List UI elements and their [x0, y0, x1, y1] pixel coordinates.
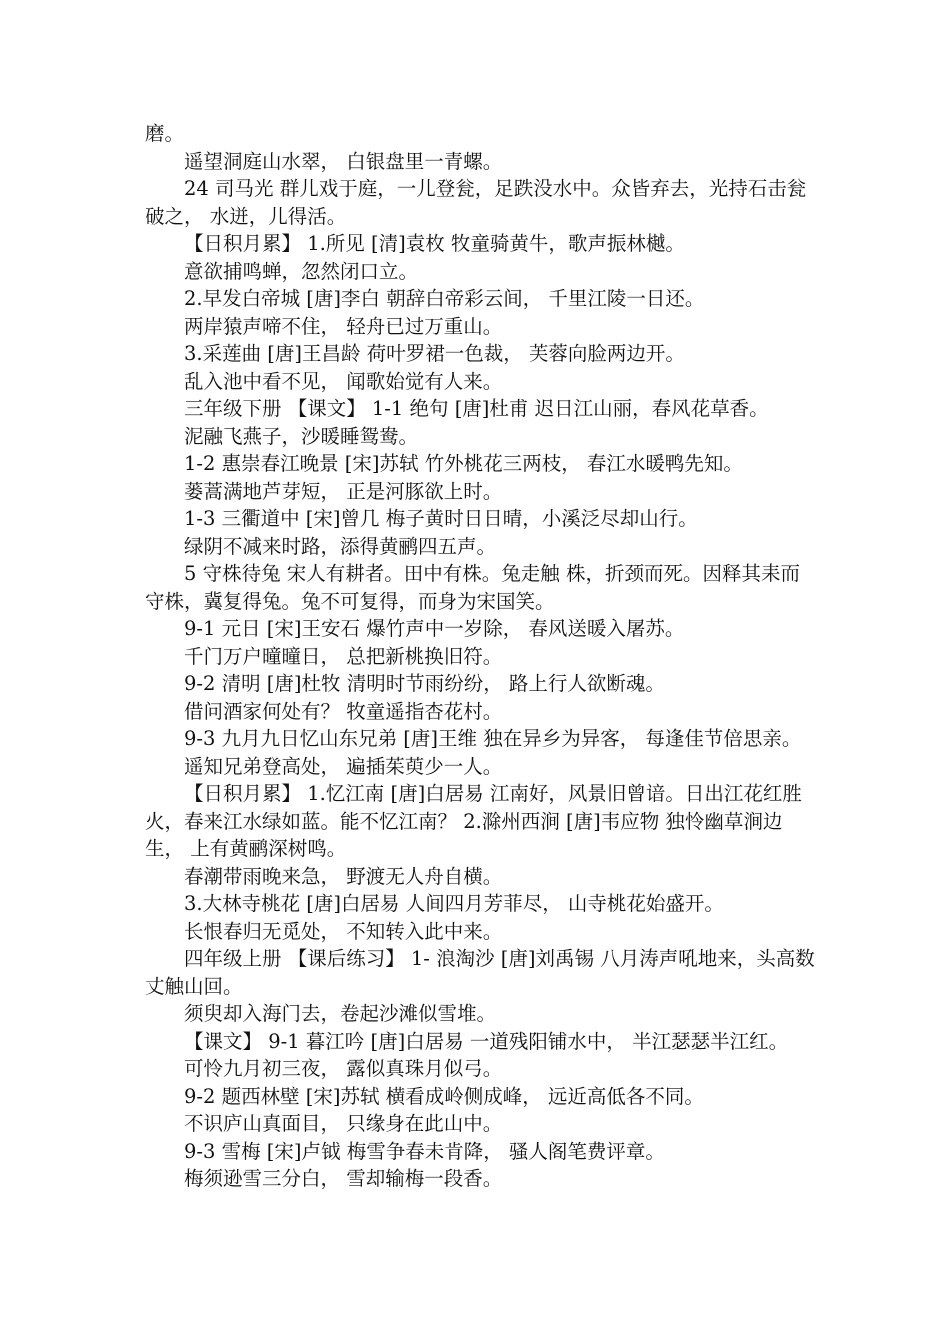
paragraph: 梅须逊雪三分白， 雪却输梅一段香。	[184, 1167, 503, 1190]
paragraph: 两岸猿声啼不住， 轻舟已过万重山。	[184, 314, 503, 338]
paragraph: 【课文】 9-1 暮江吟 [唐]白居易 一道残阳铺水中， 半江瑟瑟半江红。	[184, 1029, 789, 1053]
paragraph: 长恨春归无觅处， 不知转入此中来。	[184, 919, 503, 943]
paragraph: 3.大林寺桃花 [唐]白居易 人间四月芳菲尽， 山寺桃花始盛开。	[184, 892, 724, 915]
paragraph: 千门万户曈曈日， 总把新桃换旧符。	[184, 644, 503, 668]
paragraph: 意欲捕鸣蝉，忽然闭口立。	[184, 259, 419, 283]
paragraph: 24 司马光 群儿戏于庭，一儿登瓮，足跌没水中。众皆弃去，光持石击瓮破之， 水迸，儿得活。	[145, 177, 807, 228]
paragraph: 乱入池中看不见， 闻歌始觉有人来。	[184, 369, 503, 393]
paragraph: 不识庐山真面目， 只缘身在此山中。	[184, 1112, 503, 1135]
paragraph: 遥望洞庭山水翠， 白银盘里一青螺。	[184, 149, 503, 173]
paragraph: 1-3 三衢道中 [宋]曾几 梅子黄时日日晴，小溪泛尽却山行。	[184, 507, 698, 530]
paragraph: 磨。	[145, 122, 185, 145]
paragraph: 泥融飞燕子，沙暖睡鸳鸯。	[184, 424, 419, 448]
paragraph: 可怜九月初三夜， 露似真珠月似弓。	[184, 1057, 503, 1080]
paragraph: 春潮带雨晚来急， 野渡无人舟自横。	[184, 864, 503, 888]
paragraph: 遥知兄弟登高处， 遍插茱萸少一人。	[184, 754, 503, 778]
paragraph: 三年级下册 【课文】 1-1 绝句 [唐]杜甫 迟日江山丽，春风花草香。	[184, 397, 769, 420]
paragraph: 9-2 清明 [唐]杜牧 清明时节雨纷纷， 路上行人欲断魂。	[184, 672, 665, 695]
paragraph: 9-3 雪梅 [宋]卢钺 梅雪争春未肯降， 骚人阁笔费评章。	[184, 1139, 665, 1163]
paragraph: 2.早发白帝城 [唐]李白 朝辞白帝彩云间， 千里江陵一日还。	[184, 287, 705, 310]
paragraph: 【日积月累】 1.所见 [清]袁枚 牧童骑黄牛，歌声振林樾。	[184, 232, 685, 255]
paragraph: 四年级上册 【课后练习】 1- 浪淘沙 [唐]刘禹锡 八月涛声吼地来，头高数丈触山回。	[145, 947, 815, 998]
paragraph: 9-2 题西林壁 [宋]苏轼 横看成岭侧成峰， 远近高低各不同。	[184, 1084, 704, 1108]
paragraph: 9-1 元日 [宋]王安石 爆竹声中一岁除， 春风送暖入屠苏。	[184, 617, 685, 640]
paragraph: 3.采莲曲 [唐]王昌龄 荷叶罗裙一色裁， 芙蓉向脸两边开。	[184, 342, 685, 365]
paragraph: 【日积月累】 1.忆江南 [唐]白居易 江南好，风景旧曾谙。日出江花红胜火，春来江水绿如蓝。能不忆江南？ 2.滁州西涧 [唐]韦应物 独怜幽草涧边生， 上有黄鹂深树鸣。	[145, 782, 802, 860]
paragraph: 须臾却入海门去，卷起沙滩似雪堆。	[184, 1002, 497, 1025]
paragraph: 借问酒家何处有？ 牧童遥指杏花村。	[184, 699, 503, 723]
paragraph: 绿阴不减来时路，添得黄鹂四五声。	[184, 534, 497, 558]
document-body	[145, 120, 815, 1193]
paragraph: 9-3 九月九日忆山东兄弟 [唐]王维 独在异乡为异客， 每逢佳节倍思亲。	[184, 727, 802, 750]
paragraph: 蒌蒿满地芦芽短， 正是河豚欲上时。	[184, 479, 503, 503]
paragraph: 5 守株待兔 宋人有耕者。田中有株。兔走触 株，折颈而死。因释其耒而守株，冀复得兔。兔不可复得，而身为宋国笑。	[145, 562, 801, 613]
paragraph: 1-2 惠崇春江晚景 [宋]苏轼 竹外桃花三两枝， 春江水暖鸭先知。	[184, 452, 743, 475]
